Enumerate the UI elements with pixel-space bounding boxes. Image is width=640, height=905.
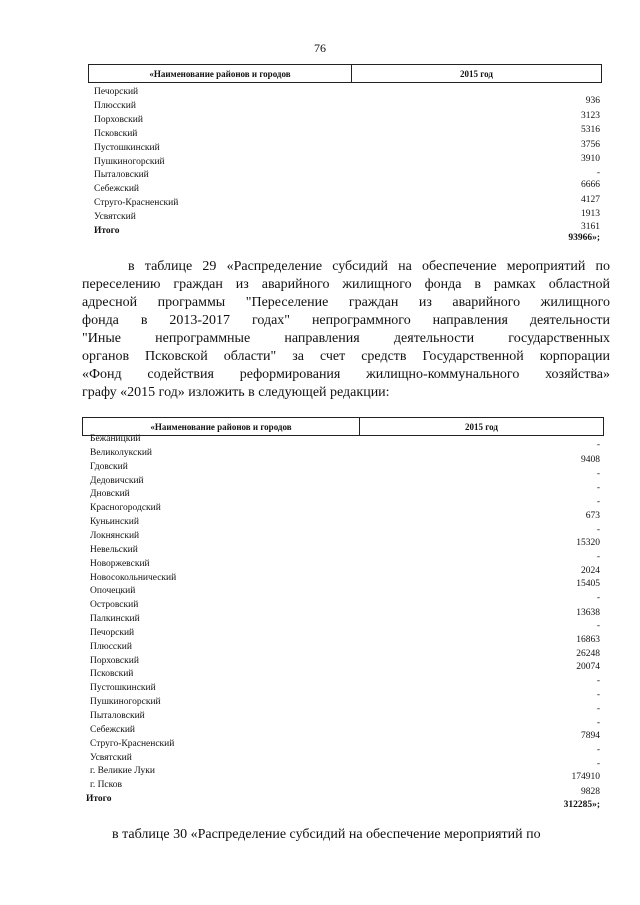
table2-row-value: - <box>596 690 600 700</box>
table1-row-name: Пушкиногорский <box>94 156 165 167</box>
table1-row-name: Себежский <box>94 184 139 195</box>
table2-total-label: Итого <box>86 794 112 804</box>
table2-row-name: Куньинский <box>90 517 139 528</box>
table2-row-name: Палкинский <box>90 614 140 625</box>
table1-row-value: 3123 <box>581 111 600 121</box>
paragraph1-line: органов Псковской области" за счет средств Государственной корпорации <box>82 349 610 364</box>
table2-header <box>82 417 604 436</box>
table1-row-name: Плюсский <box>94 100 136 111</box>
table2-row-name: Пыталовский <box>90 711 145 721</box>
paragraph1-line: в таблице 29 «Распределение субсидий на обеспечение мероприятий по <box>128 259 610 274</box>
table2-row-name: г. Псков <box>90 780 123 791</box>
table2-row-value: - <box>596 676 600 686</box>
table2-row-name: Печорский <box>90 627 135 638</box>
table2-row-value: 15320 <box>576 538 600 548</box>
table2-row-value: 174910 <box>571 772 600 782</box>
table1-row-name: Печорский <box>94 87 139 97</box>
table1-row-value: 4127 <box>581 195 600 205</box>
table2-row-name: Новоржевский <box>90 558 150 569</box>
table1-row-value: 3161 <box>581 222 600 232</box>
table2-row-name: Порховский <box>90 655 139 666</box>
table1-row-value: 3910 <box>581 154 600 164</box>
paragraph1-line: "Иные непрограммные направления деятельности государственных <box>82 331 610 346</box>
table1-header <box>88 64 602 83</box>
table1-total-value: 93966»; <box>568 233 600 243</box>
paragraph1-line: фонда в 2013-2017 годах" непрограммного направления деятельности <box>82 313 610 328</box>
table2-row-value: 15405 <box>576 579 600 589</box>
page-number: 76 <box>314 41 326 55</box>
table2-row-name: Островский <box>90 600 139 611</box>
table2-row-name: Новосокольнический <box>90 572 177 583</box>
table2-row-value: - <box>596 525 600 535</box>
paragraph2 <box>82 826 610 844</box>
table2-row-value: 2024 <box>581 566 600 576</box>
table1-row-value: 6666 <box>581 180 600 190</box>
table2-row-name: Гдовский <box>90 461 128 472</box>
table1-row-value: 936 <box>585 96 600 106</box>
table2-header-year: 2015 год <box>465 421 498 432</box>
table1-total-label: Итого <box>94 226 120 236</box>
table2-row-value: - <box>596 621 600 631</box>
table2-total-value: 312285»; <box>563 800 600 810</box>
paragraph1-line: переселению граждан из аварийного жилищного фонда в рамках областной <box>82 277 610 292</box>
paragraph2-line: в таблице 30 «Распределение субсидий на обеспечение мероприятий по <box>112 827 541 842</box>
table1-row-value: 5316 <box>581 125 600 135</box>
paragraph1-line: адресной программы "Переселение граждан из аварийного жилищного <box>82 295 610 310</box>
table1-header-year: 2015 год <box>460 68 493 79</box>
table2-row-name: Бежаницкий <box>90 434 141 444</box>
table2-row-name: Усвятский <box>90 752 132 763</box>
table2-row-value: - <box>596 704 600 714</box>
table2-row-name: Невельский <box>90 544 138 555</box>
table2-row-value: - <box>596 483 600 493</box>
table2-row-name: Пушкиногорский <box>90 697 161 708</box>
table2-row-value: - <box>596 552 600 562</box>
table1-row-name: Порховский <box>94 114 143 125</box>
table2-row-name: Локнянский <box>90 530 140 541</box>
table1-row-name: Струго-Красненский <box>94 198 179 209</box>
table2-row-value: - <box>596 718 600 728</box>
table1-header-name: «Наименование районов и городов <box>89 65 352 82</box>
table2-row-name: г. Великие Луки <box>90 766 155 777</box>
table2-row-value: - <box>596 469 600 479</box>
table2-row-value: - <box>596 593 600 603</box>
paragraph1-line: графу «2015 год» изложить в следующей редакции: <box>82 385 390 400</box>
table2-row-name: Дедовичский <box>90 475 144 486</box>
table2-row-value: 9408 <box>581 455 600 465</box>
table2-row-name: Дновский <box>90 489 130 500</box>
table2-header-name: «Наименование районов и городов <box>83 418 360 435</box>
table2-row-name: Плюсский <box>90 641 132 652</box>
table2-row-name: Опочецкий <box>90 586 136 597</box>
table2-row-name: Красногородский <box>90 503 161 514</box>
table1-row-value: 1913 <box>581 209 600 219</box>
table2-row-value: 7894 <box>581 731 600 741</box>
table2-row-name: Пустошкинский <box>90 683 156 694</box>
table2-row-value: 9828 <box>581 787 600 797</box>
table1-row-name: Усвятский <box>94 212 136 223</box>
table2-row-value: - <box>596 440 600 450</box>
paragraph1 <box>82 258 610 402</box>
table2-row-name: Себежский <box>90 724 135 735</box>
table2-row-value: 16863 <box>576 635 600 645</box>
table1-row-name: Пустошкинский <box>94 142 160 153</box>
table2-row-value: - <box>596 745 600 755</box>
table1-row-name: Пыталовский <box>94 170 149 181</box>
table2-row-value: 26248 <box>576 649 600 659</box>
table2-row-value: 20074 <box>576 662 600 672</box>
table2-row-value: 673 <box>585 511 600 521</box>
table1-row-value: 3756 <box>581 140 600 150</box>
table2-row-name: Струго-Красненский <box>90 738 175 749</box>
table2-row-value: 13638 <box>576 608 600 618</box>
table2-row-name: Псковский <box>90 669 134 680</box>
table2-row-value: - <box>596 497 600 507</box>
table1-row-value: - <box>596 168 600 178</box>
table2-row-name: Великолукский <box>90 447 153 458</box>
table1-row-name: Псковский <box>94 128 138 139</box>
table2-row-value: - <box>596 759 600 769</box>
paragraph1-line: «Фонд содействия реформирования жилищно-коммунального хозяйства» <box>82 367 610 382</box>
